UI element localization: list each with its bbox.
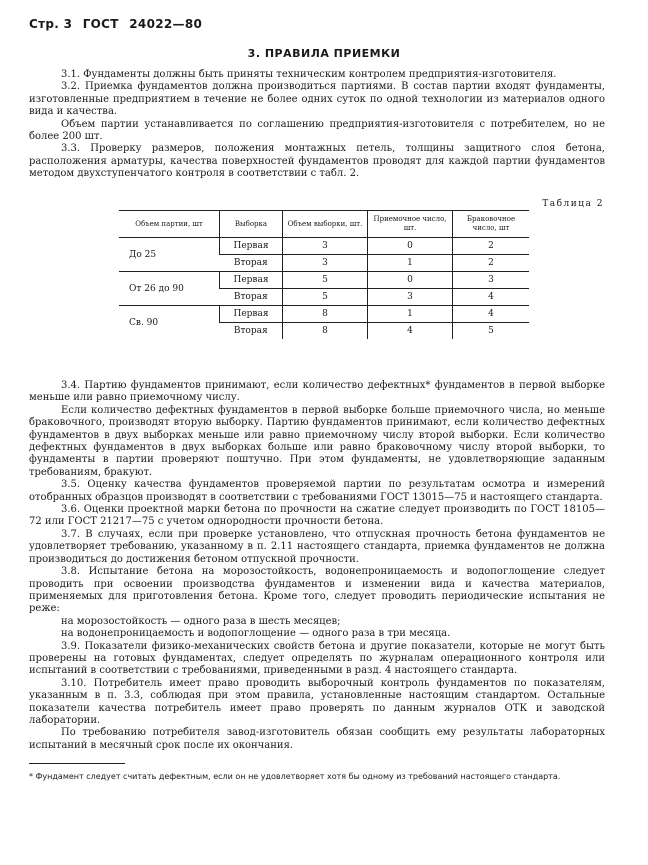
paragraph: Объем партии устанавливается по соглашению предприятия-изготовителя с потребителем, но не более 200 шт. bbox=[29, 118, 605, 143]
volume-cell: Св. 90 bbox=[119, 306, 220, 340]
col-header: Объем выборки, шт. bbox=[283, 211, 368, 238]
table-row bbox=[119, 238, 529, 255]
table-cell: 4 bbox=[368, 323, 453, 340]
table-cell: 4 bbox=[453, 289, 530, 306]
col-header: Приемочное число, шт. bbox=[368, 211, 453, 238]
table-cell: Первая bbox=[220, 238, 283, 255]
table-cell: 5 bbox=[283, 289, 368, 306]
gost-number: 24022—80 bbox=[129, 17, 203, 31]
table-cell: 0 bbox=[368, 272, 453, 289]
table-cell: 5 bbox=[453, 323, 530, 340]
table-row bbox=[119, 272, 529, 289]
paragraph: По требованию потребителя завод-изготовитель обязан сообщить ему результаты лабораторных испытаний в месячный срок после их окончания. bbox=[29, 727, 605, 751]
page-number: Стр. 3 bbox=[29, 17, 73, 31]
col-header: Браковочное число, шт bbox=[453, 211, 530, 238]
paragraph: 3.1. Фундаменты должны быть приняты техническим контролем предприятия-изготовителя. bbox=[61, 69, 557, 80]
paragraph: на водонепроницаемость и водопоглощение — одного раза в три месяца. bbox=[61, 628, 451, 640]
table-cell: 4 bbox=[453, 306, 530, 323]
paragraph: 3.9. Показатели физико-механических свойств бетона и другие показатели, которые не могут быть проверены на готовых фундаментах, следует определять по журналам операционного контроля или испытаний в соответствии с требованиями, приведенными в разд. 4 настоящего стандарта. bbox=[29, 640, 605, 677]
table-cell: Вторая bbox=[220, 323, 283, 340]
table-cell: 0 bbox=[368, 238, 453, 255]
col-header: Объем партии, шт bbox=[119, 211, 220, 238]
paragraph: 3.4. Партию фундаментов принимают, если количество дефектных* фундаментов в первой выборке меньше или равно приемочному числу. bbox=[29, 380, 605, 404]
table-cell: 3 bbox=[453, 272, 530, 289]
table-caption: Таблица 2 bbox=[542, 199, 604, 209]
table-cell: 8 bbox=[283, 306, 368, 323]
table-cell: 2 bbox=[453, 238, 530, 255]
paragraph: Если количество дефектных фундаментов в первой выборке больше приемочного числа, но меньше браковочного, производят вторую выборку. Партию фундаментов принимают, если количество дефектных фундаментов в двух выборках меньше или равно приемочному числу второй выборки. Если количество дефектных фундаментов в двух выборках больше или равно браковочному числу второй выборки, то фундаменты в партии проверяют поштучно. При этом фундаменты, не удовлетворяющие заданным требованиям, бракуют. bbox=[29, 404, 605, 478]
table-cell: Вторая bbox=[220, 289, 283, 306]
table-cell: 2 bbox=[453, 255, 530, 272]
paragraph: 3.6. Оценки проектной марки бетона по прочности на сжатие следует производить по ГОСТ 18105—72 или ГОСТ 21217—75 с учетом однородности прочности бетона. bbox=[29, 504, 605, 528]
table-cell: Первая bbox=[220, 272, 283, 289]
gost-label: ГОСТ bbox=[82, 17, 119, 31]
table-cell: 5 bbox=[283, 272, 368, 289]
paragraph: 3.3. Проверку размеров, положения монтажных петель, толщины защитного слоя бетона, расположения арматуры, качества поверхностей фундаментов проводят для каждой партии фундаментов методом двухступенчатого контроля в соответствии с табл. 2. bbox=[29, 143, 605, 180]
footnote: * Фундамент следует считать дефектным, если он не удовлетворяет хотя бы одному из требований настоящего стандарта. bbox=[29, 772, 561, 781]
table-cell: 1 bbox=[368, 306, 453, 323]
table-row bbox=[119, 306, 529, 323]
bottom-paragraphs bbox=[29, 380, 605, 752]
table-cell: 3 bbox=[368, 289, 453, 306]
table-cell: 3 bbox=[283, 255, 368, 272]
volume-cell: До 25 bbox=[129, 249, 157, 260]
paragraph: 3.10. Потребитель имеет право проводить выборочный контроль фундаментов по показателям, указанным в п. 3.3, соблюдая при этом правила, установленные настоящим стандартом. Остальные показатели качества потребитель имеет право проверять по данным журналов ОТК и заводской лаборатории. bbox=[29, 677, 605, 726]
footnote-divider bbox=[29, 763, 125, 764]
table-cell: Вторая bbox=[220, 255, 283, 272]
paragraph: на морозостойкость — одного раза в шесть месяцев; bbox=[61, 615, 341, 627]
paragraph: 3.7. В случаях, если при проверке установлено, что отпускная прочность бетона фундаментов не удовлетворяет требованию, указанному в п. 2.11 настоящего стандарта, приемка фундаментов не должна производиться до достижения бетоном отпускной прочности. bbox=[29, 528, 605, 565]
paragraph: 3.8. Испытание бетона на морозостойкость, водонепроницаемость и водопоглощение следует проводить при освоении производства фундаментов и изменении вида и качества материалов, применяемых для приготовления бетона. Кроме того, следует проводить периодические испытания не реже: bbox=[29, 566, 605, 615]
section-title: 3. ПРАВИЛА ПРИЕМКИ bbox=[247, 47, 401, 60]
paragraph: 3.2. Приемка фундаментов должна производиться партиями. В состав партии входят фундаменты, изготовленные предприятием в течение не более одних суток по одной технологии из материалов одного вида и качества. bbox=[29, 81, 605, 118]
top-paragraphs bbox=[29, 69, 605, 181]
table-cell: Первая bbox=[220, 306, 283, 323]
table-cell: 3 bbox=[283, 238, 368, 255]
table-cell: 8 bbox=[283, 323, 368, 340]
volume-cell: От 26 до 90 bbox=[119, 272, 220, 306]
table-cell: 1 bbox=[368, 255, 453, 272]
acceptance-table bbox=[119, 210, 529, 339]
paragraph: 3.5. Оценку качества фундаментов проверяемой партии по результатам осмотра и измерений отобранных образцов производят в соответствии с требованиями ГОСТ 13015—75 и настоящего стандарта. bbox=[29, 479, 605, 503]
col-header: Выборка bbox=[220, 211, 283, 238]
page-header bbox=[29, 17, 208, 31]
